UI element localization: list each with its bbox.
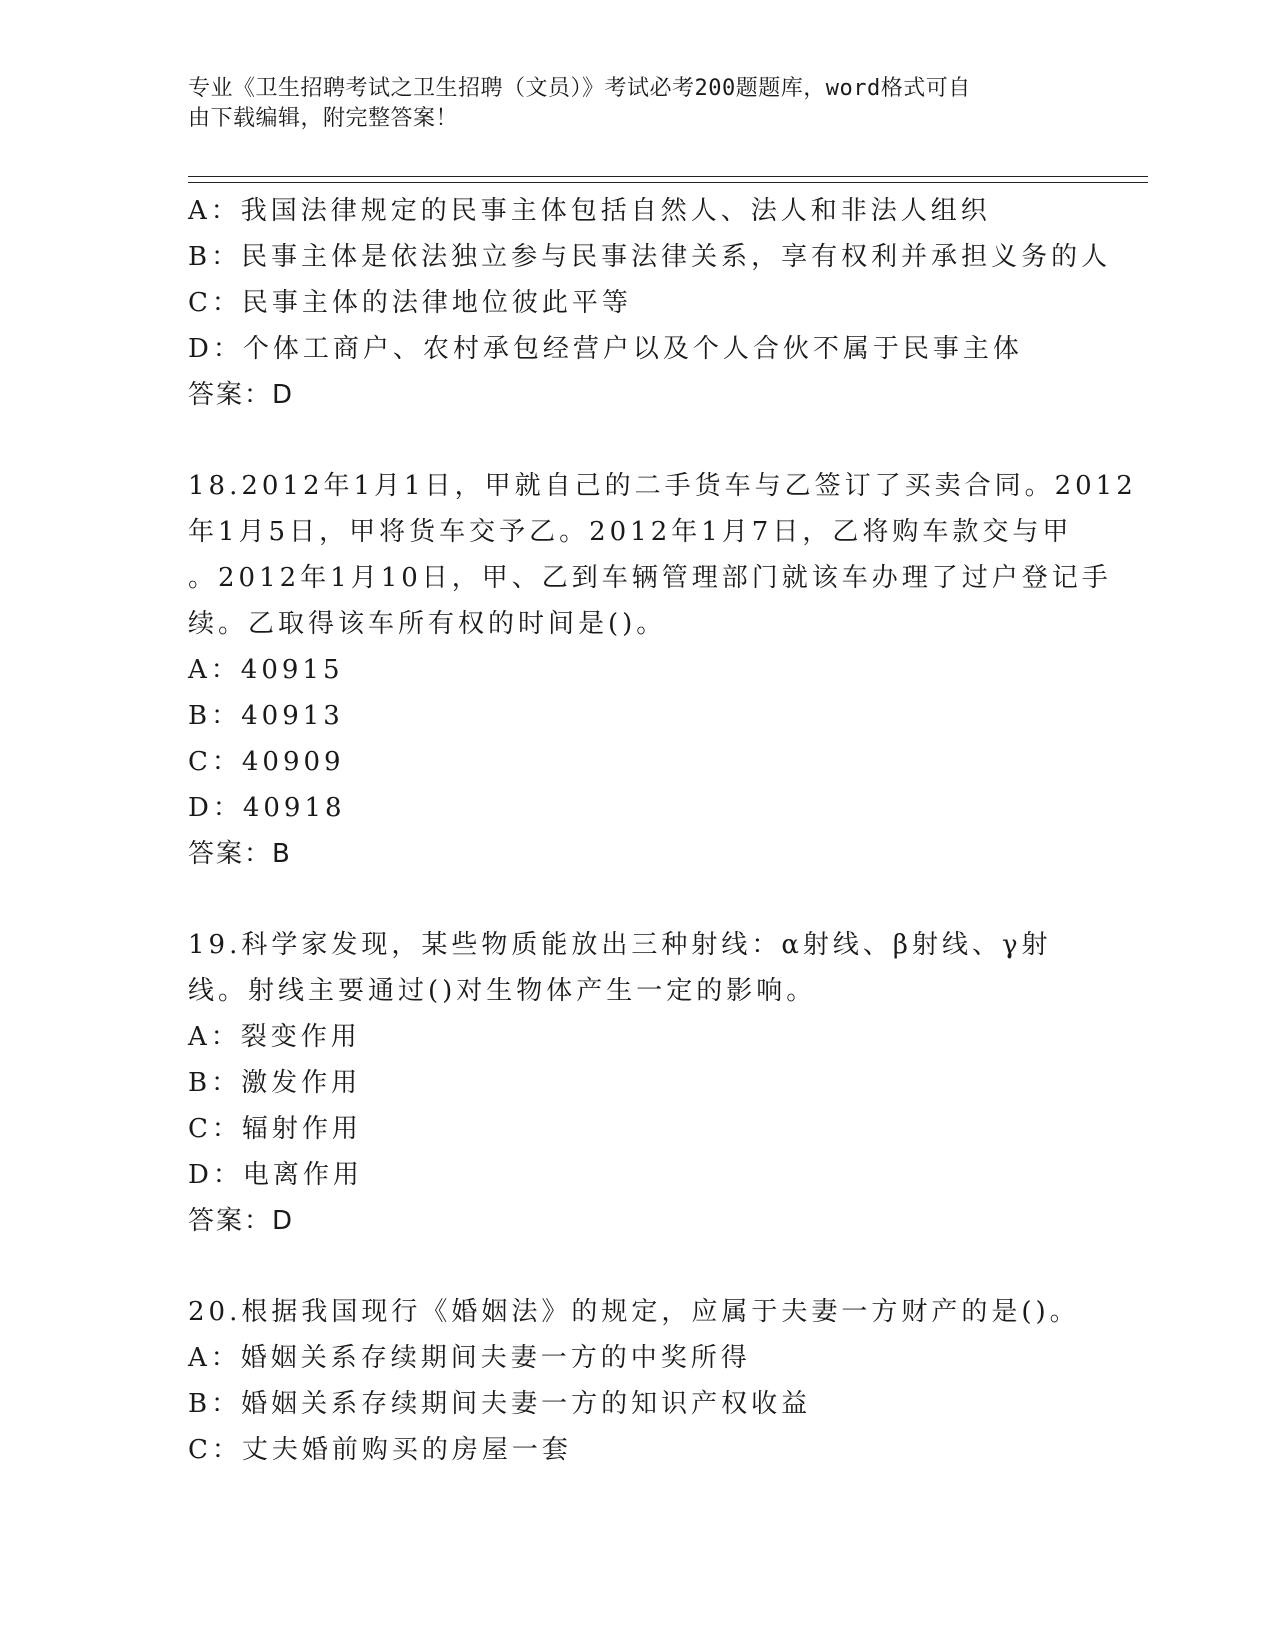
question-list xyxy=(188,188,1137,1473)
option-d: D：电离作用 xyxy=(188,1160,363,1190)
question-stem-line: 续。乙取得该车所有权的时间是()。 xyxy=(188,609,667,639)
question-stem-line: 19.科学家发现，某些物质能放出三种射线：α射线、β射线、γ射 xyxy=(188,930,1052,960)
answer: 答案：D xyxy=(188,380,295,410)
option-a: A：我国法律规定的民事主体包括自然人、法人和非法人组织 xyxy=(188,196,991,226)
question-17 xyxy=(188,188,1112,418)
question-stem-line: 18.2012年1月1日，甲就自己的二手货车与乙签订了买卖合同。2012 xyxy=(188,471,1137,501)
option-b: B：激发作用 xyxy=(188,1068,362,1098)
header-rule-thick xyxy=(188,176,1148,177)
answer: 答案：D xyxy=(188,1206,295,1236)
option-d: D：40918 xyxy=(188,793,346,823)
answer: 答案：B xyxy=(188,839,292,869)
option-c: C：丈夫婚前购买的房屋一套 xyxy=(188,1435,572,1465)
question-stem-line: 。2012年1月10日，甲、乙到车辆管理部门就该车办理了过户登记手 xyxy=(188,563,1112,593)
question-19 xyxy=(188,922,1088,1244)
option-b: B：民事主体是依法独立参与民事法律关系，享有权利并承担义务的人 xyxy=(188,242,1112,272)
header-rule-thin xyxy=(188,182,1148,183)
option-c: C：辐射作用 xyxy=(188,1114,362,1144)
question-20 xyxy=(188,1289,1088,1473)
option-c: C：民事主体的法律地位彼此平等 xyxy=(188,288,632,318)
document-header xyxy=(188,74,1068,134)
header-line-1: 专业《卫生招聘考试之卫生招聘（文员）》考试必考200题题库，word格式可自 xyxy=(188,76,971,101)
option-a: A：40915 xyxy=(188,655,344,685)
header-line-2: 由下载编辑，附完整答案！ xyxy=(188,106,459,131)
option-b: B：婚姻关系存续期间夫妻一方的知识产权收益 xyxy=(188,1389,812,1419)
option-a: A：婚姻关系存续期间夫妻一方的中奖所得 xyxy=(188,1343,751,1373)
question-stem-line: 年1月5日，甲将货车交予乙。2012年1月7日，乙将购车款交与甲 xyxy=(188,517,1073,547)
question-stem-line: 20.根据我国现行《婚姻法》的规定，应属于夫妻一方财产的是()。 xyxy=(188,1297,1080,1327)
question-18 xyxy=(188,463,1137,877)
option-d: D：个体工商户、农村承包经营户以及个人合伙不属于民事主体 xyxy=(188,334,1023,364)
option-b: B：40913 xyxy=(188,701,344,731)
option-a: A：裂变作用 xyxy=(188,1022,361,1052)
option-c: C：40909 xyxy=(188,747,345,777)
question-stem-line: 线。射线主要通过()对生物体产生一定的影响。 xyxy=(188,976,817,1006)
